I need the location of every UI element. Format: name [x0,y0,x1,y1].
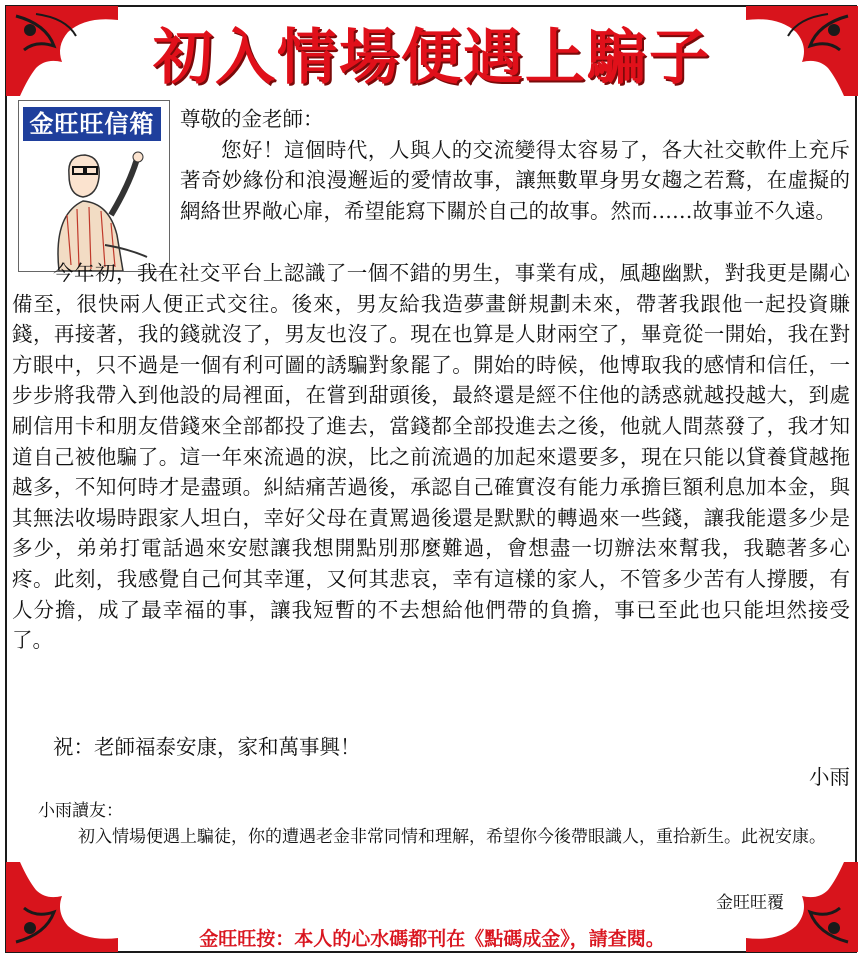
letter-signature: 小雨 [809,765,850,789]
reply-signature: 金旺旺覆 [716,893,784,913]
letter-salutation: 尊敬的金老師： [180,107,324,131]
column-logo-label: 金旺旺信箱 [23,107,161,141]
column-logo [18,100,170,272]
article-title: 初入情場便遇上騙子 [153,23,711,93]
reply-body: 初入情場便遇上騙徒，你的遭遇老金非常同情和理解，希望你今後帶眼識人，重拾新生。此祝安康。 [78,827,826,847]
letter-paragraph-1: 您好！這個時代，人與人的交流變得太容易了，各大社交軟件上充斥著奇妙緣份和浪漫邂逅的愛情故事，讓無數單身男女趨之若鶩，在虛擬的網絡世界敞心扉，希望能寫下關於自己的故事。然而……故事並不久遠。 [180,137,850,223]
letter-body [180,104,850,226]
reply-salutation: 小雨讀友： [38,801,123,821]
columnist-portrait-icon [19,145,169,271]
footer-note: 金旺旺按：本人的心水碼都刊在《點碼成金》，請查閱。 [199,928,665,950]
letter-continued [12,258,850,656]
letter-paragraph-2: 今年初，我在社交平台上認識了一個不錯的男生，事業有成，風趣幽默，對我更是關心備至，很快兩人便正式交往。後來，男友給我造夢畫餅規劃未來，帶著我跟他一起投資賺錢，再接著，我的錢就沒了，男友也沒了。現在也算是人財兩空了，畢竟從一開始，我在對方眼中，只不過是一個有利可圖的誘騙對象罷了。開始的時候，他博取我的感情和信任，一步步將我帶入到他設的局裡面，在嘗到甜頭後，最終還是經不住他的誘惑就越投越大，到處刷信用卡和朋友借錢來全部都投了進去，當錢都全部投進去之後，他就人間蒸發了，我才知道自己被他騙了。這一年來流過的淚，比之前流過的加起來還要多，現在只能以貸養貸越拖越多，不知何時才是盡頭。糾結痛苦過後，承認自己確實沒有能力承擔巨額利息加本金，與其無法收場時跟家人坦白，幸好父母在責罵過後還是默默的轉過來一些錢，讓我能還多少是多少，弟弟打電話過來安慰讓我想開點別那麼難過，會想盡一切辦法來幫我，我聽著多心疼。此刻，我感覺自己何其幸運，又何其悲哀，幸有這樣的家人，不管多少苦有人撐腰，有人分擔，成了最幸福的事，讓我短暫的不去想給他們帶的負擔，事已至此也只能坦然接受了。 [12,261,850,653]
letter-blessing: 祝：老師福泰安康，家和萬事興！ [53,735,361,759]
